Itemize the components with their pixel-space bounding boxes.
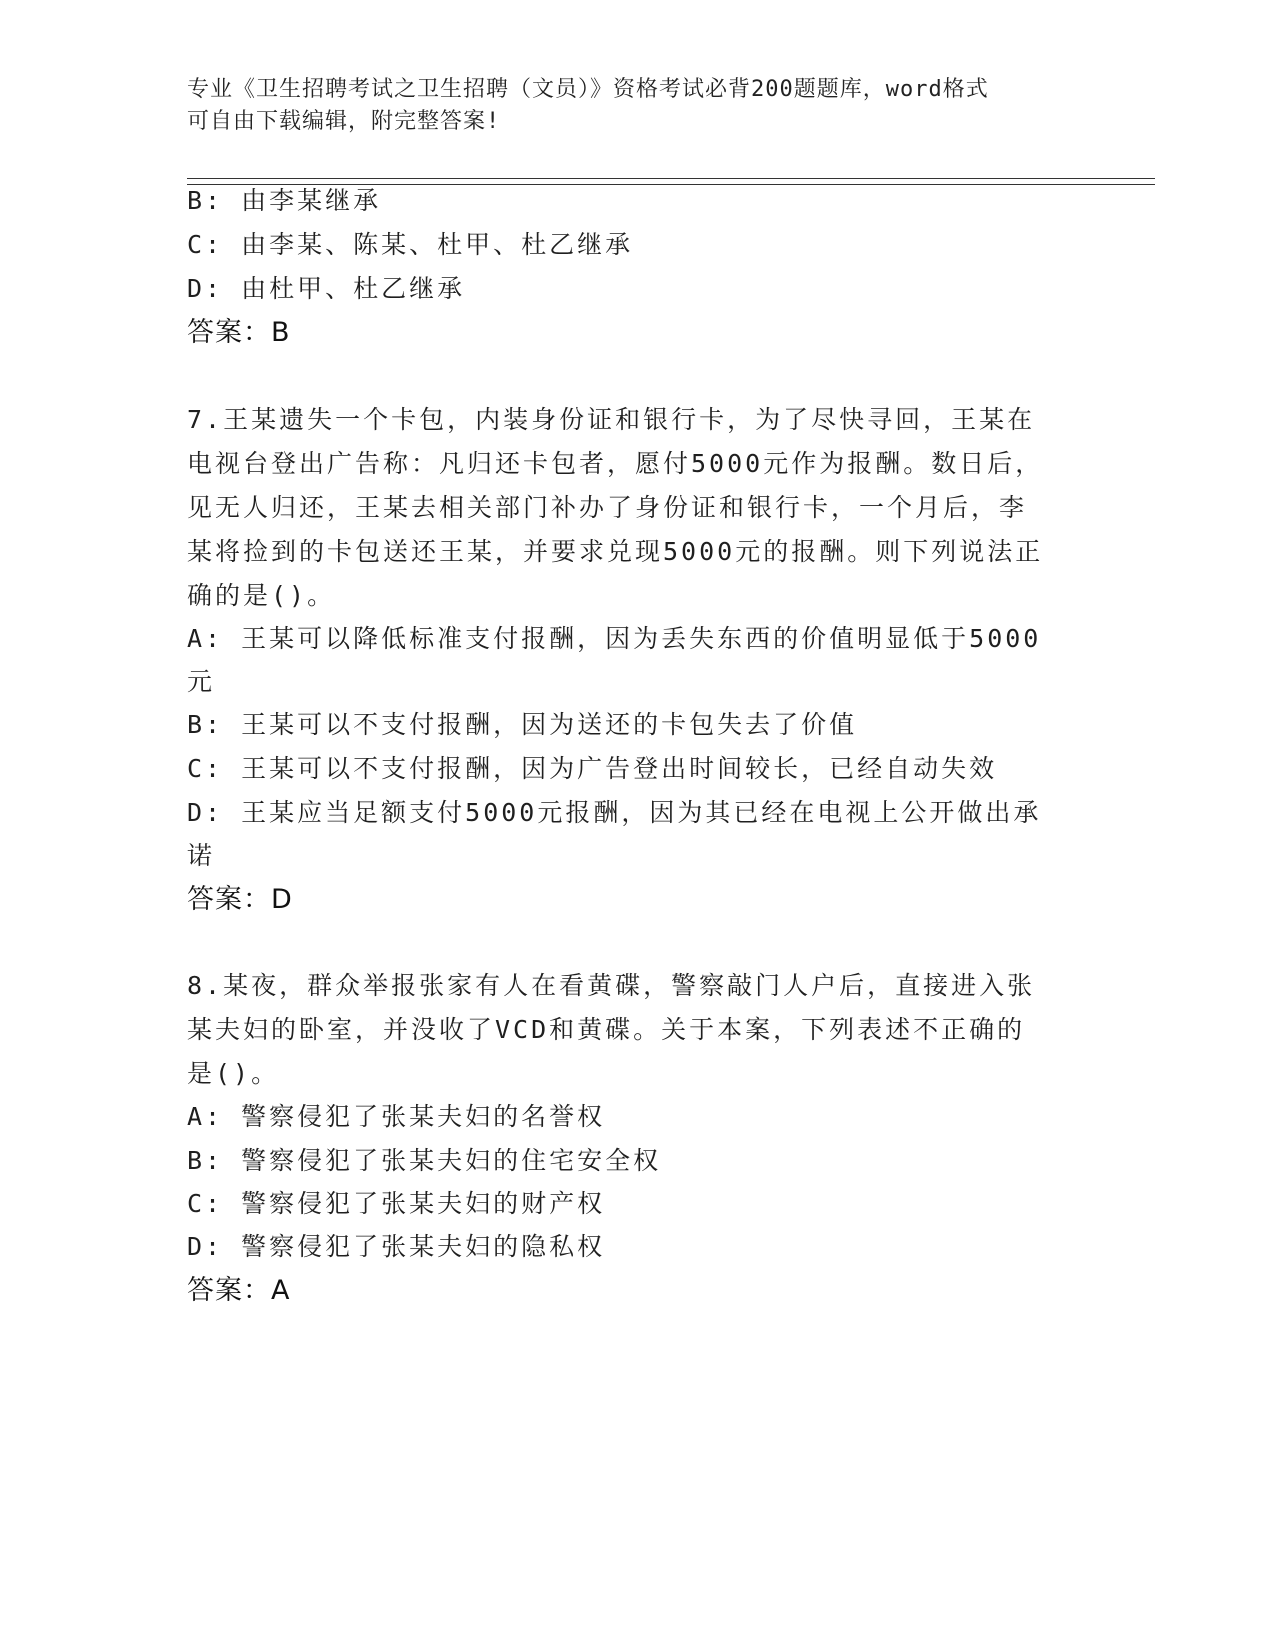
- q8-option-d: D: 警察侵犯了张某夫妇的隐私权: [187, 1232, 606, 1261]
- q8-stem-line-2: 某夫妇的卧室，并没收了VCD和黄碟。关于本案，下列表述不正确的: [187, 1015, 1026, 1044]
- q7-stem-line-2: 电视台登出广告称：凡归还卡包者，愿付5000元作为报酬。数日后，: [187, 449, 1044, 478]
- document-header: [187, 74, 1067, 138]
- q7-option-c: C: 王某可以不支付报酬，因为广告登出时间较长，已经自动失效: [187, 754, 998, 783]
- q6-option-c: C: 由李某、陈某、杜甲、杜乙继承: [187, 230, 634, 259]
- q7-stem-line-1: 7.王某遗失一个卡包，内装身份证和银行卡，为了尽快寻回，王某在: [187, 405, 1036, 434]
- q7-option-d-line-1: D: 王某应当足额支付5000元报酬，因为其已经在电视上公开做出承: [187, 798, 1042, 827]
- q6-option-b: B: 由李某继承: [187, 186, 382, 215]
- q7-option-b: B: 王某可以不支付报酬，因为送还的卡包失去了价值: [187, 710, 858, 739]
- q8-option-a: A: 警察侵犯了张某夫妇的名誉权: [187, 1102, 606, 1131]
- q8-stem-line-1: 8.某夜，群众举报张家有人在看黄碟，警察敲门人户后，直接进入张: [187, 971, 1036, 1000]
- header-title-line-1: 专业《卫生招聘考试之卫生招聘（文员）》资格考试必背200题题库，word格式: [187, 77, 989, 102]
- header-title-line-2: 可自由下载编辑，附完整答案!: [187, 109, 501, 134]
- q8-answer: 答案：A: [187, 1275, 291, 1306]
- q7-stem-line-5: 确的是()。: [187, 581, 336, 610]
- q8-option-b: B: 警察侵犯了张某夫妇的住宅安全权: [187, 1146, 662, 1175]
- q7-stem-line-3: 见无人归还，王某去相关部门补办了身份证和银行卡，一个月后，李: [187, 493, 1028, 522]
- q8-option-c: C: 警察侵犯了张某夫妇的财产权: [187, 1189, 606, 1218]
- q8-stem-line-3: 是()。: [187, 1059, 280, 1088]
- q7-option-a-line-2: 元: [187, 667, 216, 696]
- q7-option-d-line-2: 诺: [187, 841, 216, 870]
- q6-answer: 答案：B: [187, 317, 291, 348]
- q7-answer: 答案：D: [187, 884, 293, 915]
- q6-option-d: D: 由杜甲、杜乙继承: [187, 274, 466, 303]
- q7-option-a-line-1: A: 王某可以降低标准支付报酬，因为丢失东西的价值明显低于5000: [187, 624, 1042, 653]
- q7-stem-line-4: 某将捡到的卡包送还王某，并要求兑现5000元的报酬。则下列说法正: [187, 537, 1044, 566]
